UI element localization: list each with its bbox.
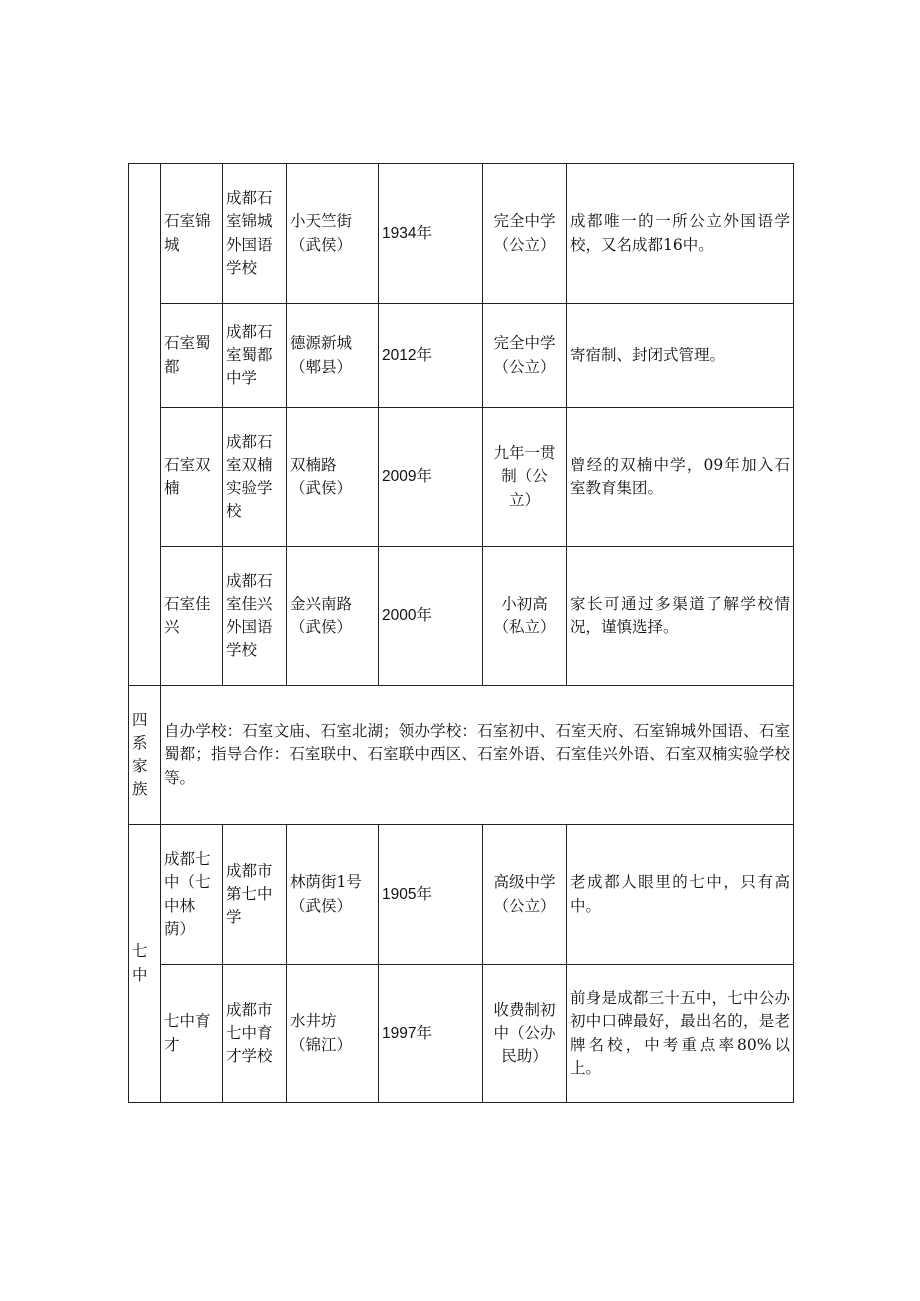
- table-row: [129, 164, 794, 304]
- school-address: 林荫街1号 （武侯）: [287, 825, 379, 965]
- school-note: 寄宿制、封闭式管理。: [567, 304, 794, 408]
- school-note: 成都唯一的一所公立外国语学校，又名成都16中。: [567, 164, 794, 304]
- school-type: 高级中学 （公立）: [483, 825, 567, 965]
- table-row: [129, 965, 794, 1103]
- school-address: 水井坊 （锦江）: [287, 965, 379, 1103]
- category-cell: [129, 164, 161, 686]
- school-short-name: 成都七 中（七 中林 荫）: [161, 825, 223, 965]
- school-type: 收费制初 中（公办 民助）: [483, 965, 567, 1103]
- school-note: 曾经的双楠中学，09年加入石室教育集团。: [567, 408, 794, 547]
- table-row: [129, 547, 794, 686]
- school-type: 小初高 （私立）: [483, 547, 567, 686]
- family-row: [129, 686, 794, 825]
- table-row: [129, 304, 794, 408]
- school-address: 德源新城 （郫县）: [287, 304, 379, 408]
- table-row: [129, 825, 794, 965]
- founding-year: 1934年: [379, 164, 483, 304]
- school-address: 双楠路 （武侯）: [287, 408, 379, 547]
- family-label: 四 系 家 族: [129, 686, 161, 825]
- founding-year: 1997年: [379, 965, 483, 1103]
- founding-year: 2009年: [379, 408, 483, 547]
- founding-year: 1905年: [379, 825, 483, 965]
- table-row: [129, 408, 794, 547]
- school-type: 九年一贯 制（公 立）: [483, 408, 567, 547]
- school-note: 前身是成都三十五中，七中公办初中口碑最好，最出名的，是老牌名校，中考重点率80%以上。: [567, 965, 794, 1103]
- category-label-qizhong: 七 中: [129, 825, 161, 1103]
- founding-year: 2012年: [379, 304, 483, 408]
- school-address: 小天竺街 （武侯）: [287, 164, 379, 304]
- school-type: 完全中学 （公立）: [483, 304, 567, 408]
- school-full-name: 成都石 室佳兴 外国语 学校: [223, 547, 287, 686]
- school-note: 老成都人眼里的七中，只有高中。: [567, 825, 794, 965]
- school-address: 金兴南路 （武侯）: [287, 547, 379, 686]
- school-full-name: 成都市 七中育 才学校: [223, 965, 287, 1103]
- school-full-name: 成都石 室锦城 外国语 学校: [223, 164, 287, 304]
- school-type: 完全中学 （公立）: [483, 164, 567, 304]
- school-short-name: 七中育 才: [161, 965, 223, 1103]
- school-short-name: 石室蜀 都: [161, 304, 223, 408]
- school-full-name: 成都市 第七中 学: [223, 825, 287, 965]
- founding-year: 2000年: [379, 547, 483, 686]
- school-short-name: 石室锦 城: [161, 164, 223, 304]
- school-full-name: 成都石 室双楠 实验学 校: [223, 408, 287, 547]
- school-note: 家长可通过多渠道了解学校情况，谨慎选择。: [567, 547, 794, 686]
- school-short-name: 石室双 楠: [161, 408, 223, 547]
- school-short-name: 石室佳 兴: [161, 547, 223, 686]
- school-table: [128, 163, 794, 1103]
- school-full-name: 成都石 室蜀都 中学: [223, 304, 287, 408]
- family-description: 自办学校：石室文庙、石室北湖；领办学校：石室初中、石室天府、石室锦城外国语、石室蜀都；指导合作：石室联中、石室联中西区、石室外语、石室佳兴外语、石室双楠实验学校等。: [161, 686, 794, 825]
